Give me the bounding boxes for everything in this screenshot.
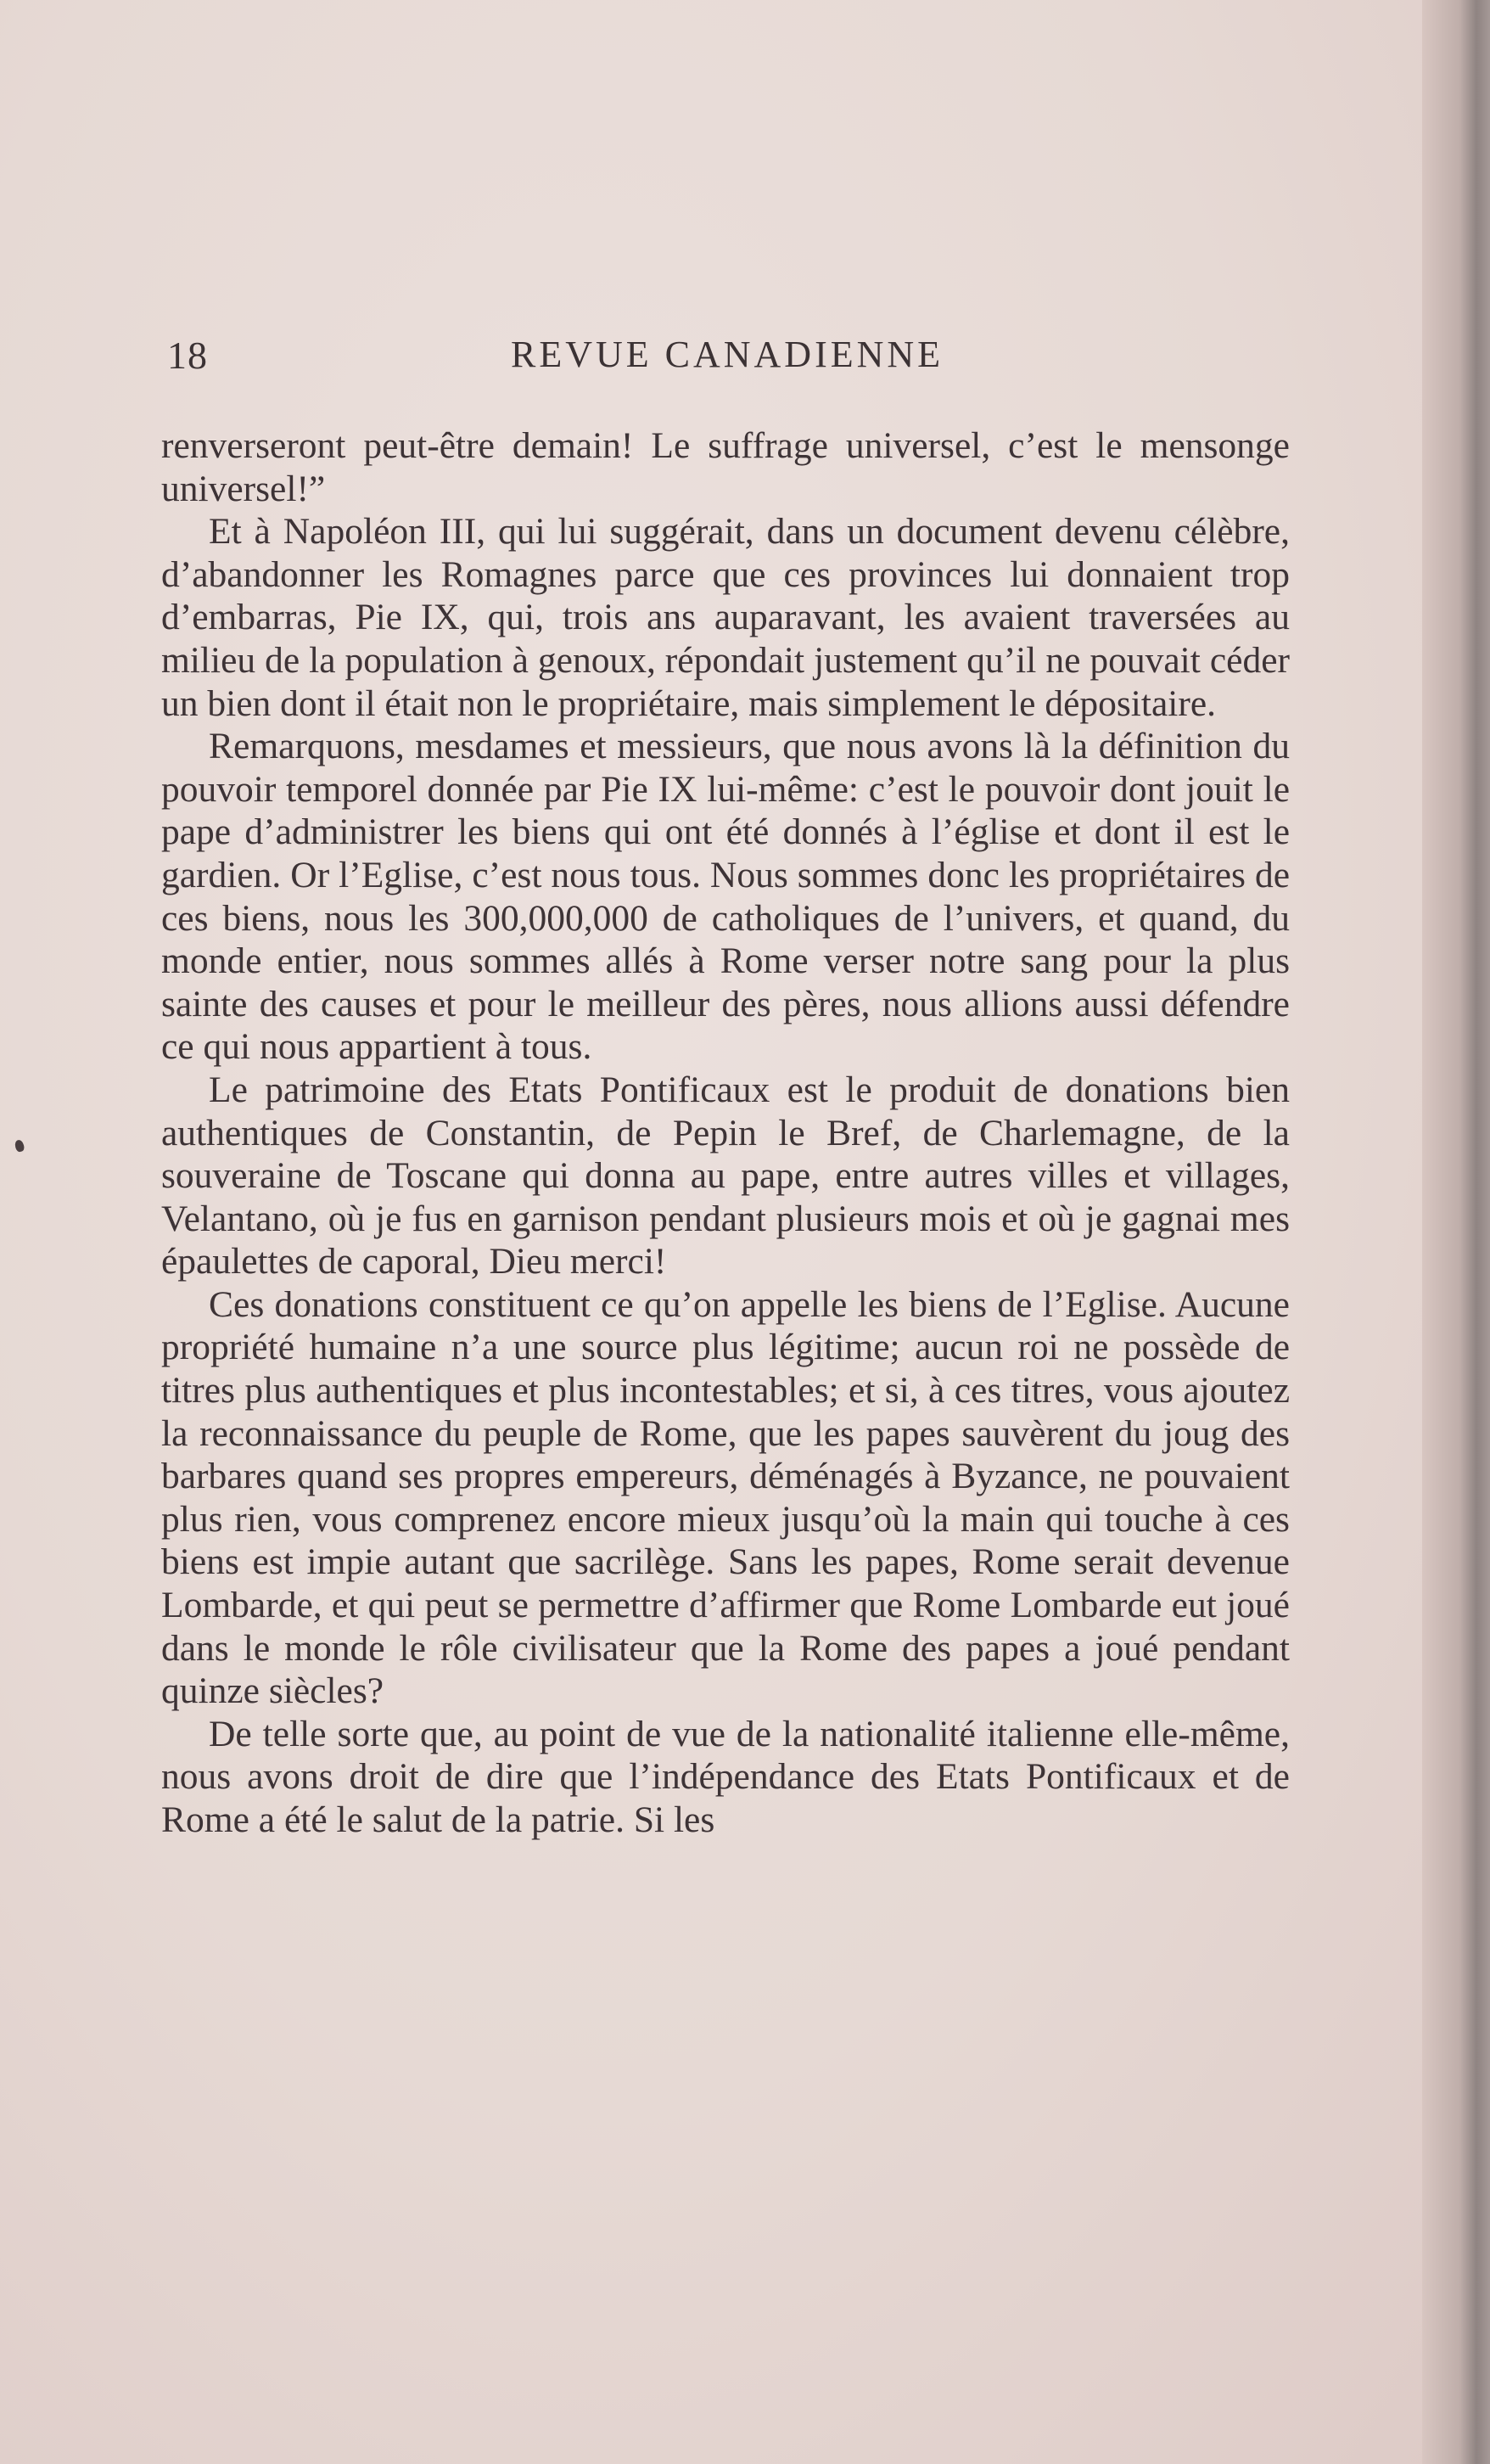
page-number: 18 <box>167 334 208 377</box>
paragraph-donations: Ces donations constituent ce qu’on appelle les biens de l’Eglise. Aucune propriété humaine n’a une source plus légitime; aucun roi ne possède de titres plus authentiques et plus incontestables; et si, à ces titres, vous ajoutez la reconnaissance du peuple de Rome, que les papes sauvèrent du joug des barbares quand ses propres empereurs, déménagés à Byzance, ne pouvaient plus rien, vous comprenez encore mieux jusqu’où la main qui touche à ces biens est impie autant que sacrilège. Sans les papes, Rome serait devenue Lombarde, et qui peut se permettre d’affirmer que Rome Lombarde eut joué dans le monde le rôle civilisateur que la Rome des papes a joué pendant quinze siècles? <box>161 1283 1290 1712</box>
ink-spot <box>14 1139 25 1153</box>
paragraph-patrimoine: Le patrimoine des Etats Pontificaux est le produit de donations bien authentiques de Constantin, de Pepin le Bref, de Charlemagne, de la souveraine de Toscane qui donna au pape, entre autres villes et villages, Velantano, où je fus en garnison pendant plusieurs mois et où je gagnai mes épaulettes de caporal, Dieu merci! <box>161 1069 1290 1283</box>
article-body <box>161 424 1290 1842</box>
page-gutter-shadow <box>1422 0 1490 2464</box>
running-head <box>167 333 1287 384</box>
journal-title: REVUE CANADIENNE <box>510 334 944 375</box>
paragraph-continued: renverseront peut-être demain! Le suffrage universel, c’est le mensonge universel!” <box>161 425 1290 509</box>
paragraph-napoleon: Et à Napoléon III, qui lui suggérait, dans un document devenu célèbre, d’abandonner les Romagnes parce que ces provinces lui donnaient trop d’embarras, Pie IX, qui, trois ans auparavant, les avaient traversées au milieu de la population à genoux, répondait justement qu’il ne pouvait céder un bien dont il était non le propriétaire, mais simplement le dépositaire. <box>161 511 1290 724</box>
paragraph-pouvoir-temporel: Remarquons, mesdames et messieurs, que nous avons là la définition du pouvoir temporel donnée par Pie IX lui-même: c’est le pouvoir dont jouit le pape d’administrer les biens qui ont été donnés à l’église et dont il est le gardien. Or l’Eglise, c’est nous tous. Nous sommes donc les propriétaires de ces biens, nous les 300,000,000 de catholiques de l’univers, et quand, du monde entier, nous sommes allés à Rome verser notre sang pour la plus sainte des causes et pour le meilleur des pères, nous allions aussi défendre ce qui nous appartient à tous. <box>161 726 1290 1068</box>
paragraph-nationalite: De telle sorte que, au point de vue de la nationalité italienne elle-même, nous avons droit de dire que l’indépendance des Etats Pontificaux et de Rome a été le salut de la patrie. Si les <box>161 1713 1290 1840</box>
